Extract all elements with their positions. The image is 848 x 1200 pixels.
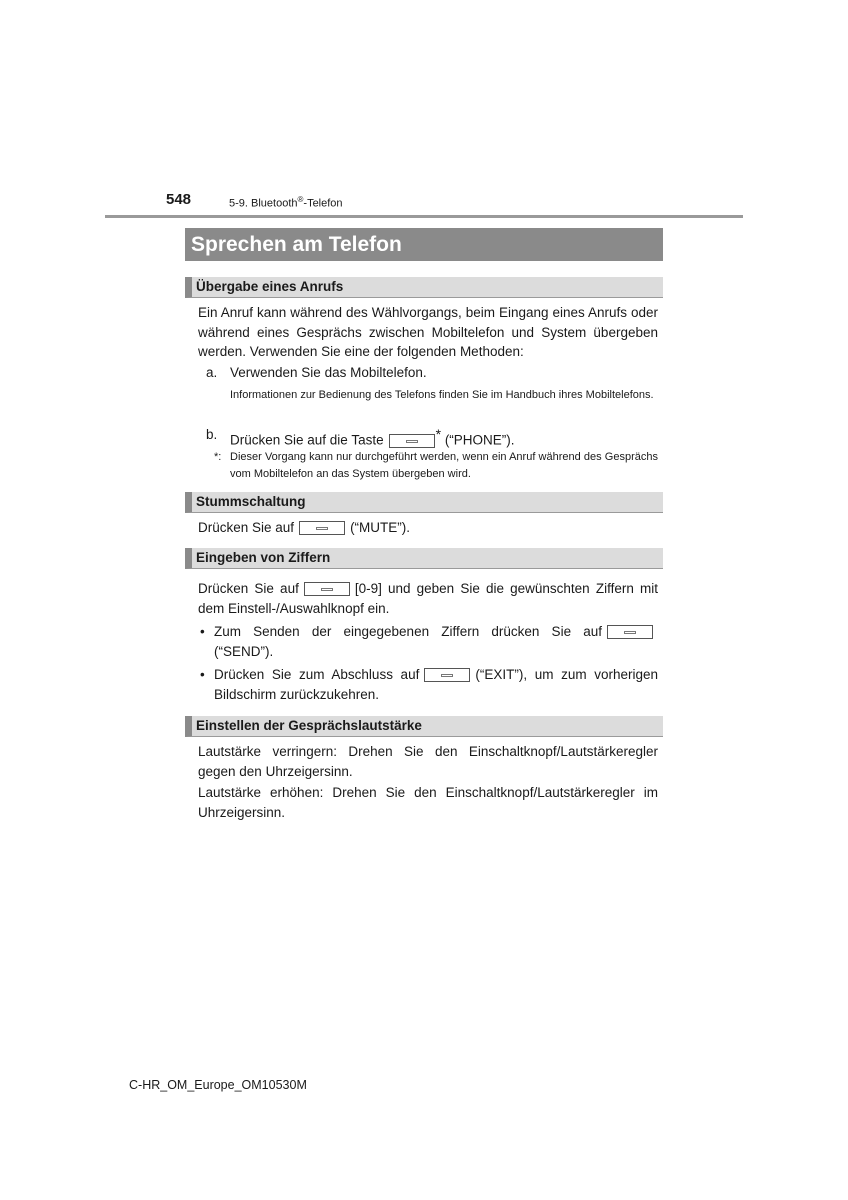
bullet: • xyxy=(200,624,205,639)
key-mark xyxy=(316,527,328,530)
lautstaerke-p2: Lautstärke erhöhen: Drehen Sie den Einschaltknopf/Lautstärkeregler im Uhrzeigersinn. xyxy=(198,785,658,820)
item-a-note: Informationen zur Bedienung des Telefons finden Sie im Handbuch ihres Mobiltelefons. xyxy=(230,389,654,401)
bullet-2-text-after: (“EXIT”), um zum vorherigen Bildschirm zurückzukehren. xyxy=(214,667,658,702)
section-heading-lautstaerke: Einstellen der Gesprächslautstärke xyxy=(185,716,663,737)
page-title: Sprechen am Telefon xyxy=(185,228,663,261)
key-mark xyxy=(441,674,453,677)
bullet: • xyxy=(200,667,205,682)
send-key-icon xyxy=(607,625,653,639)
page-number: 548 xyxy=(166,191,192,208)
item-b-marker: b. xyxy=(206,427,218,442)
footnote-text: Dieser Vorgang kann nur durchgeführt werden, wenn ein Anruf während des Gesprächs vom Mobiltelefon an das System übergeben wird. xyxy=(230,451,658,480)
exit-key-icon xyxy=(424,668,470,682)
item-a-text: Verwenden Sie das Mobiltelefon. xyxy=(230,365,427,380)
uebergabe-intro: Ein Anruf kann während des Wählvorgangs, beim Eingang eines Anrufs oder während eines Gesprächs zwischen Mobiltelefon und System übergeben werden. Verwenden Sie eine der folgenden Methoden: xyxy=(198,305,658,359)
bullet-2 xyxy=(214,665,658,704)
footer-document-code: C-HR_OM_Europe_OM10530M xyxy=(129,1078,307,1092)
phone-key-icon xyxy=(389,434,435,448)
key-mark xyxy=(321,588,333,591)
key-mark xyxy=(624,631,636,634)
bullet-1-text: Zum Senden der eingegebenen Ziffern drücken Sie auf xyxy=(214,624,602,639)
footnote-star: * xyxy=(435,426,442,442)
header-section-suffix: -Telefon xyxy=(303,197,343,210)
lautstaerke-p1: Lautstärke verringern: Drehen Sie den Einschaltknopf/Lautstärkeregler gegen den Uhrzeigersinn. xyxy=(198,744,658,779)
digits-key-icon xyxy=(304,582,350,596)
key-mark xyxy=(406,440,418,443)
footnote-marker: *: xyxy=(214,451,222,463)
item-a-marker: a. xyxy=(206,365,218,380)
section-heading-ziffern: Eingeben von Ziffern xyxy=(185,548,663,569)
registered-mark: ® xyxy=(297,195,304,204)
running-header xyxy=(229,195,343,210)
stumm-line xyxy=(198,518,658,538)
bullet-2-text: Drücken Sie zum Abschluss auf xyxy=(214,667,420,682)
item-b-text-after: (“PHONE”). xyxy=(444,432,515,448)
stumm-text: Drücken Sie auf xyxy=(198,520,295,535)
ziffern-text: Drücken Sie auf xyxy=(198,581,299,596)
item-b-text: Drücken Sie auf die Taste xyxy=(230,432,384,448)
ziffern-text-after: [0-9] und geben Sie die gewünschten Ziffern mit dem Einstell-/Auswahlknopf ein. xyxy=(198,581,658,616)
section-heading-stumm: Stummschaltung xyxy=(185,492,663,513)
stumm-text-after: (“MUTE”). xyxy=(350,520,411,535)
bullet-1 xyxy=(214,622,658,661)
mute-key-icon xyxy=(299,521,345,535)
bullet-1-text-after: (“SEND”). xyxy=(214,643,274,659)
header-section-prefix: 5-9. Bluetooth xyxy=(229,197,298,210)
header-rule xyxy=(105,215,743,218)
section-heading-uebergabe: Übergabe eines Anrufs xyxy=(185,277,663,298)
item-b-line xyxy=(230,425,658,450)
ziffern-line xyxy=(198,579,658,618)
